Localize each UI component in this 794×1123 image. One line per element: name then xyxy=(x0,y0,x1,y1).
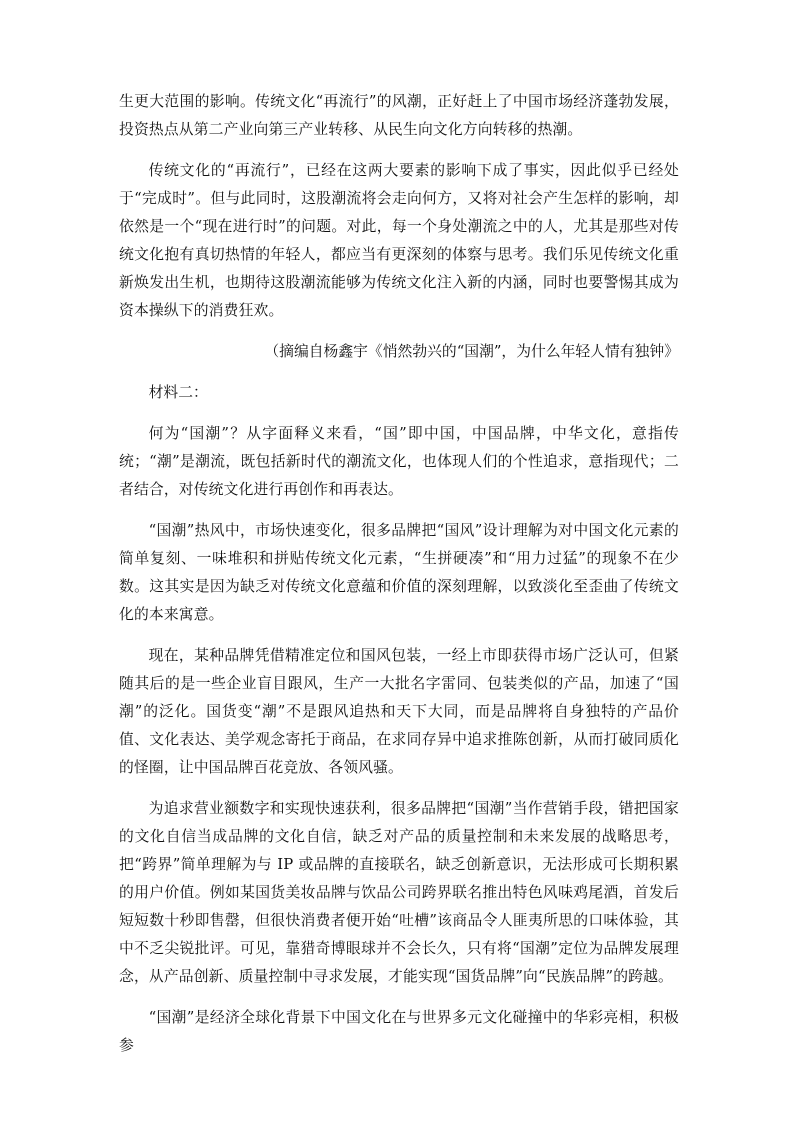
source-citation: （摘编自杨鑫宇《悄然勃兴的“国潮”，为什么年轻人情有独钟》 xyxy=(264,343,679,360)
paragraph-tradition-trend: 传统文化的“再流行”，已经在这两大要素的影响下成了事实，因此似乎已经处于“完成时”。但与此同时，这股潮流将会走向何方，又将对社会产生怎样的影响，却依然是一个“现在进行时”的问题。对此，每一个身处潮流之中的人，尤其是那些对传统文化抱有真切热情的年轻人，都应当有更深刻的体察与思考。我们乐见传统文化重新焕发出生机，也期待这股潮流能够为传统文化注入新的内涵，同时也要警惕其成为资本操纵下的消费狂欢。 xyxy=(119,162,679,319)
paragraph-marketing: 为追求营业额数字和实现快速获利，很多品牌把“国潮”当作营销手段，错把国家的文化自信当成品牌的文化自信，缺乏对产品的质量控制和未来发展的战略思考，把“跨界”简单理解为与 IP 或品牌的直接联名，缺乏创新意识，无法形成可长期积累的用户价值。例如某国货美妆品牌与饮品公司跨界联名推出特色风味鸡尾酒，首发后短短数十秒即售罄，但很快消费者便开始“吐槽”该商品令人匪夷所思的口味体验，其中不乏尖锐批评。可见，靠猎奇博眼球并不会长久，只有将“国潮”定位为品牌发展理念，从产品创新、质量控制中寻求发展，才能实现“国货品牌”向“民族品牌”的跨越。 xyxy=(119,800,679,985)
section-heading-material-two: 材料二： xyxy=(148,384,208,401)
document-body xyxy=(119,88,679,1060)
paragraph-market-following: 现在，某种品牌凭借精准定位和国风包装，一经上市即获得市场广泛认可，但紧随其后的是一些企业盲目跟风，生产一大批名字雷同、包装类似的产品，加速了“国潮”的泛化。国货变“潮”不是跟风追热和天下大同，而是品牌将自身独特的产品价值、文化表达、美学观念寄托于商品，在求同存异中追求推陈创新，从而打破同质化的怪圈，让中国品牌百花竞放、各领风骚。 xyxy=(119,647,679,776)
paragraph-globalization: “国潮”是经济全球化背景下中国文化在与世界多元文化碰撞中的华彩亮相，积极参 xyxy=(119,1009,679,1054)
paragraph-definition: 何为“国潮”？从字面释义来看，“国”即中国，中国品牌，中华文化，意指传统；“潮”是潮流，既包括新时代的潮流文化，也体现人们的个性追求，意指现代；二者结合，对传统文化进行再创作和再表达。 xyxy=(119,425,679,498)
paragraph-guofeng-design: “国潮”热风中，市场快速变化，很多品牌把“国风”设计理解为对中国文化元素的简单复刻、一味堆积和拼贴传统文化元素，“生拼硬凑”和“用力过猛”的现象不在少数。这其实是因为缺乏对传统文化意蕴和价值的深刻理解，以致淡化至歪曲了传统文化的本来寓意。 xyxy=(119,522,679,623)
paragraph-continuation: 生更大范围的影响。传统文化“再流行”的风潮，正好赶上了中国市场经济蓬勃发展，投资热点从第二产业向第三产业转移、从民生向文化方向转移的热潮。 xyxy=(119,93,679,138)
